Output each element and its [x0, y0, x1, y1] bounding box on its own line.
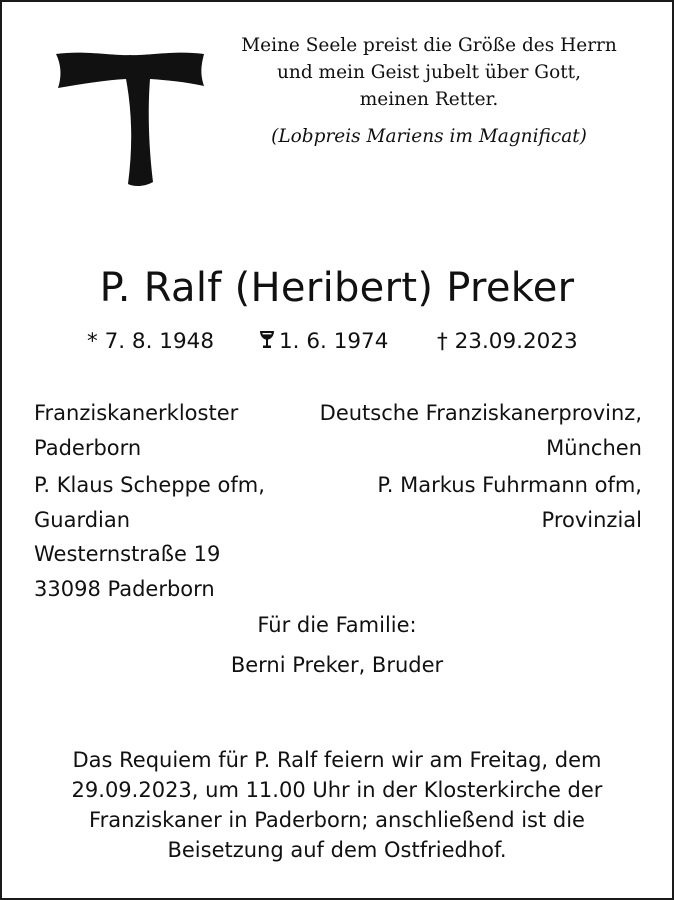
requiem-line: Beisetzung auf dem Ostfriedhof. [167, 838, 507, 862]
province-line: München [546, 435, 642, 460]
monastery-line: P. Klaus Scheppe ofm, [34, 473, 265, 497]
monastery-line: Franziskanerkloster [34, 401, 239, 425]
verse-line: Meine Seele preist die Größe des Herrn [241, 35, 617, 56]
deceased-name: P. Ralf (Heribert) Preker [99, 265, 575, 311]
requiem-announcement [22, 745, 652, 865]
bible-verse [214, 32, 644, 150]
birth-date: * 7. 8. 1948 [87, 329, 214, 354]
monastery-line: Westernstraße 19 [34, 542, 221, 566]
requiem-line: 29.09.2023, um 11.00 Uhr in der Klosterkirche der [71, 778, 603, 802]
ordination-date: 1. 6. 1974 [279, 329, 389, 354]
monastery-line: Paderborn [34, 435, 142, 460]
tau-cross-icon [54, 46, 206, 188]
verse-line: und mein Geist jubelt über Gott, [277, 62, 581, 83]
family-heading: Für die Familie: [257, 613, 417, 637]
chalice-icon [259, 330, 275, 350]
monastery-line: Guardian [34, 507, 131, 532]
province-line: P. Markus Fuhrmann ofm, [377, 473, 642, 497]
monastery-line: 33098 Paderborn [34, 576, 215, 601]
province-line: Deutsche Franziskanerprovinz, [319, 401, 642, 425]
ordination-date-group [259, 327, 389, 357]
family-member: Berni Preker, Bruder [230, 653, 444, 677]
monastery-block [34, 396, 265, 606]
verse-source: (Lobpreis Mariens im Magnificat) [271, 126, 587, 147]
province-line: Provinzial [541, 507, 642, 532]
requiem-line: Das Requiem für P. Ralf feiern wir am Freitag, dem [72, 748, 602, 772]
death-date: † 23.09.2023 [437, 329, 578, 354]
family-block [2, 605, 672, 685]
province-block [320, 396, 642, 537]
requiem-line: Franziskaner in Paderborn; anschließend ist die [89, 808, 585, 832]
verse-line: meinen Retter. [359, 89, 499, 110]
